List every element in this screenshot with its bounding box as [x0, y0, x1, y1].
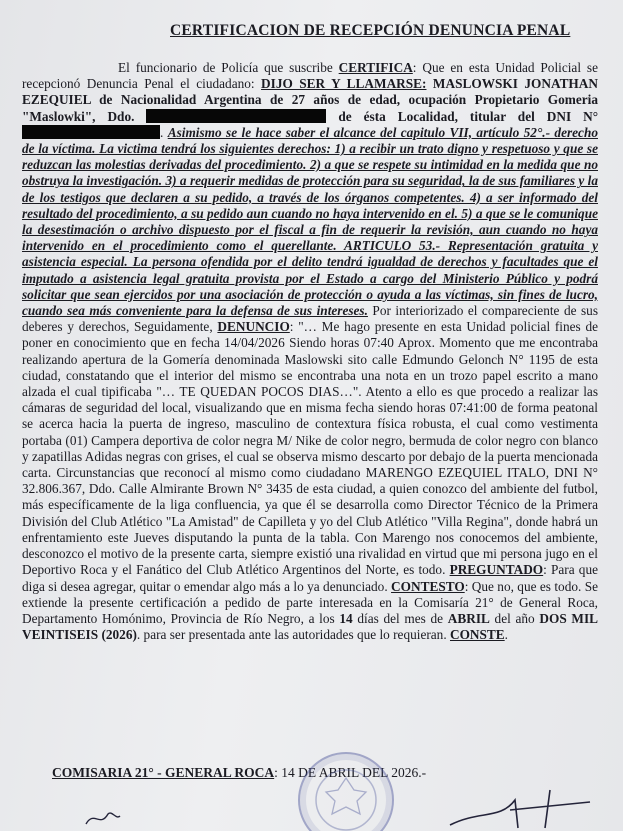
year-prefix: del año — [489, 610, 540, 626]
intro-text: El funcionario de Policía que suscribe — [118, 60, 339, 75]
police-stamp — [298, 752, 394, 831]
stamp-emblem-icon — [300, 754, 392, 831]
redacted-address — [146, 109, 326, 123]
instructed-text: Por interiorizado el compareciente de sus deberes y derechos, Seguidamente, — [22, 303, 598, 335]
statement-text: : "… Me hago presente en esta Unidad policial fines de poner en conocimiento que en fecha 14/04/2026 Siendo horas 07:40 Aprox. Momento que me encontraba realizando apertura de la Gomería denominada Maslowski sito calle Edmundo Gelonch N° 1195 de esta ciudad, constatando que el interior del mismo se encontraba una nota en un trozo papel escrito a mano alzada el cual tipificaba "… TE QUEDAN POCOS DIAS…". Atento a ello es que procedo a realizar las cámaras de seguridad del local, visualizando que en misma fecha siendo horas 07:41:00 de forma peatonal se acerca hacia la puerta de ingreso, masculino de contextura física robusta, el cual como vestimenta portaba (01) Campera deportiva de color negra M/ Nike de color negro, bermuda de color negro con blanco y zapatillas Adidas negras con grises, el cual se observa mismo descarto por debajo de la puerta mencionada carta. Circunstancias que reconocí al mismo como ciudadano MARENGO EZEQUIEL ITALO, DNI N° 32.806.367, Ddo. Calle Almirante Brown N° 3435 de esta ciudad, a quien conozco del ambiente del futbol, más específicamente de la liga confluencia, ya que él se desarrolla como Director Técnico de la Primera División del Club Atlético "La Amistad" de Capilleta y yo del Club Atlético "Villa Regina", donde habrá un enfrentamiento este Jueves disputando la punta de la tabla. Con Marengo nos conocemos del ambiente, desconozco el motivo de la presente carta, siempre existió una rivalidad en virtud que mi persona jugo en el Deportivo Roca y el Fanático del Club Atlético Argentinos del Norte, es todo. — [22, 319, 598, 578]
document-body — [22, 60, 598, 643]
victim-rights-text: Asimismo se le hace saber el alcance del capitulo VII, artículo 52°.- derecho de la víctima. La victima tendrá los siguientes derechos: 1) a recibir un trato digno y respetuoso y que se reduzcan las molestias derivadas del procedimiento. 2) a que se respete su intimidad en la medida que no obstruya la investigación. 3) a requerir medidas de protección para su seguridad, la de sus familiares y la de los testigos que declaren a su pedido, a través de los órganos competentes. 4) a ser informado del resultado del procedimiento, a su pedido aun cuando no haya intervenido en el. 5) a que se le comunique la desestimación o archivo dispuesto por el fiscal a fin de requerir la revisión, aun cuando no haya intervenido en el procedimiento como el querellante. ARTICULO 53.- Representación gratuita y asistencia especial. La persona ofendida por el delito tendrá igualdad de derechos y facultades que el imputado a asistencia legal gratuita provista por el Estado a cargo del Ministerio Público y podrá solicitar que sean ejercidos por una asociación de protección o ayuda a las víctimas, sin fines de lucro, cuando sea más conveniente para la defensa de sus intereses. — [22, 124, 598, 319]
closing-period: . — [504, 627, 508, 643]
certifica-label: CERTIFICA — [338, 60, 413, 75]
locality-text: de ésta Localidad, titular del DNI N° — [326, 108, 599, 124]
certification-paragraph: El funcionario de Policía que suscribe CERTIFICA: Que en esta Unidad Policial se recepcionó Denuncia Penal el ciudadano: DIJO SER Y LLAMARSE: MASLOWSKI JONATHAN EZEQUIEL de Nacionalidad Argentina de 27 años de edad, ocupación Propietario Gomeria "Maslowki", Ddo. de ésta Localidad, titular del DNI N° . Asimismo se le hace saber el alcance del capitulo VII, artículo 52°.- derecho de la víctima. La victima tendrá los siguientes derechos: 1) a recibir un trato digno y respetuoso y que se reduzcan las molestias derivadas del procedimiento. 2) a que se respete su intimidad en la medida que no obstruya la investigación. 3) a requerir medidas de protección para su seguridad, la de sus familiares y la de los testigos que declaren a su pedido, a través de los órganos competentes. 4) a ser informado del resultado del procedimiento, a su pedido aun cuando no haya intervenido en el. 5) a que se le comunique la desestimación o archivo dispuesto por el fiscal a fin de requerir la revisión, aun cuando no haya intervenido en el procedimiento como el querellante. ARTICULO 53.- Representación gratuita y asistencia especial. La persona ofendida por el delito tendrá igualdad de derechos y facultades que el imputado a asistencia legal gratuita provista por el Estado a cargo del Ministerio Público y podrá solicitar que sean ejercidos por una asociación de protección o ayuda a las víctimas, sin fines de lucro, cuando sea más conveniente para la defensa de sus intereses. Por interiorizado el compareciente de sus deberes y derechos, Seguidamente, DENUNCIO: "… Me hago presente en esta Unidad policial fines de poner en conocimiento que en fecha 14/04/2026 Siendo horas 07:40 Aprox. Momento que me encontraba realizando apertura de la Gomería denominada Maslowski sito calle Edmundo Gelonch N° 1195 de esta ciudad, constatando que el interior del mismo se encontraba una nota en un trozo papel escrito a mano alzada el cual tipificaba "… TE QUEDAN POCOS DIAS…". Atento a ello es que procedo a realizar las cámaras de seguridad del local, visualizando que en misma fecha siendo horas 07:41:00 de forma peatonal se acerca hacia la puerta de ingreso, masculino de contextura física robusta, el cual como vestimenta portaba (01) Campera deportiva de color negra M/ Nike de color negro, bermuda de color negro con blanco y zapatillas Adidas negras con grises, el cual se observa mismo descarto por debajo de la puerta mencionada carta. Circunstancias que reconocí al mismo como ciudadano MARENGO EZEQUIEL ITALO, DNI N° 32.806.367, Ddo. Calle Almirante Brown N° 3435 de esta ciudad, a quien conozco del ambiente del futbol, más específicamente de la liga confluencia, ya que él se desarrolla como Director Técnico de la Primera División del Club Atlético "La Amistad" de Capilleta y yo del Club Atlético "Villa Regina", donde habrá un enfrentamiento este Jueves disputando la punta de la tabla. Con Marengo nos conocemos del ambiente, desconozco el motivo de la presente carta, siempre existió una rivalidad en virtud que mi persona jugo en el Deportivo Roca y el Fanático del Club Atlético Argentinos del Norte, es todo. PREGUNTADO: Para que diga si desea agregar, quitar o emendar algo más a lo ya denunciado. CONTESTO: Que no, que es todo. Se extiende la presente certificación a pedido de parte interesada en la Comisaría 21° de General Roca, Departamento Homónimo, Provincia de Río Negro, a los 14 días del mes de ABRIL del año DOS MIL VEINTISEIS (2026). para ser presentada ante las autoridades que lo requieran. CONSTE. — [22, 60, 599, 643]
comisaria-label: COMISARIA 21° - GENERAL ROCA — [52, 765, 275, 780]
month-value: ABRIL — [447, 610, 490, 626]
reception-text: : Que en esta Unidad Policial se recepcionó Denuncia Penal el ciudadano: — [22, 60, 598, 92]
answer-text: : Que no, que es todo. Se extiende la presente certificación a pedido de parte interesada en la Comisaría 21° de General Roca, Departamento Homónimo, Provincia de Río Negro, a los — [22, 578, 598, 626]
redacted-dni — [22, 125, 160, 139]
contesto-label: CONTESTO — [391, 578, 465, 594]
preguntado-label: PREGUNTADO — [449, 562, 544, 578]
month-prefix: días del mes de — [352, 610, 448, 626]
question-text: : Para que diga si desea agregar, quitar o emendar algo más a lo ya denunciado. — [22, 562, 598, 594]
day-value: 14 — [339, 610, 353, 626]
signature-icon — [440, 780, 600, 830]
denuncio-label: DENUNCIO — [217, 319, 290, 335]
footer-date: : 14 DE ABRIL DEL 2026.- — [274, 765, 427, 780]
year-value: DOS MIL VEINTISEIS (2026) — [22, 610, 598, 643]
initials-icon — [82, 806, 122, 830]
declarant-identity: MASLOWSKI JONATHAN EZEQUIEL de Nacionalidad Argentina de 27 años de edad, ocupación Propietario Gomeria "Maslowki", Ddo. — [22, 76, 598, 124]
dijo-label: DIJO SER Y LLAMARSE: — [261, 76, 427, 92]
closing-text: . para ser presentada ante las autoridades que lo requieran. — [136, 627, 450, 643]
document-title: CERTIFICACION DE RECEPCIÓN DENUNCIA PENAL — [170, 22, 571, 39]
conste-label: CONSTE — [449, 627, 505, 643]
